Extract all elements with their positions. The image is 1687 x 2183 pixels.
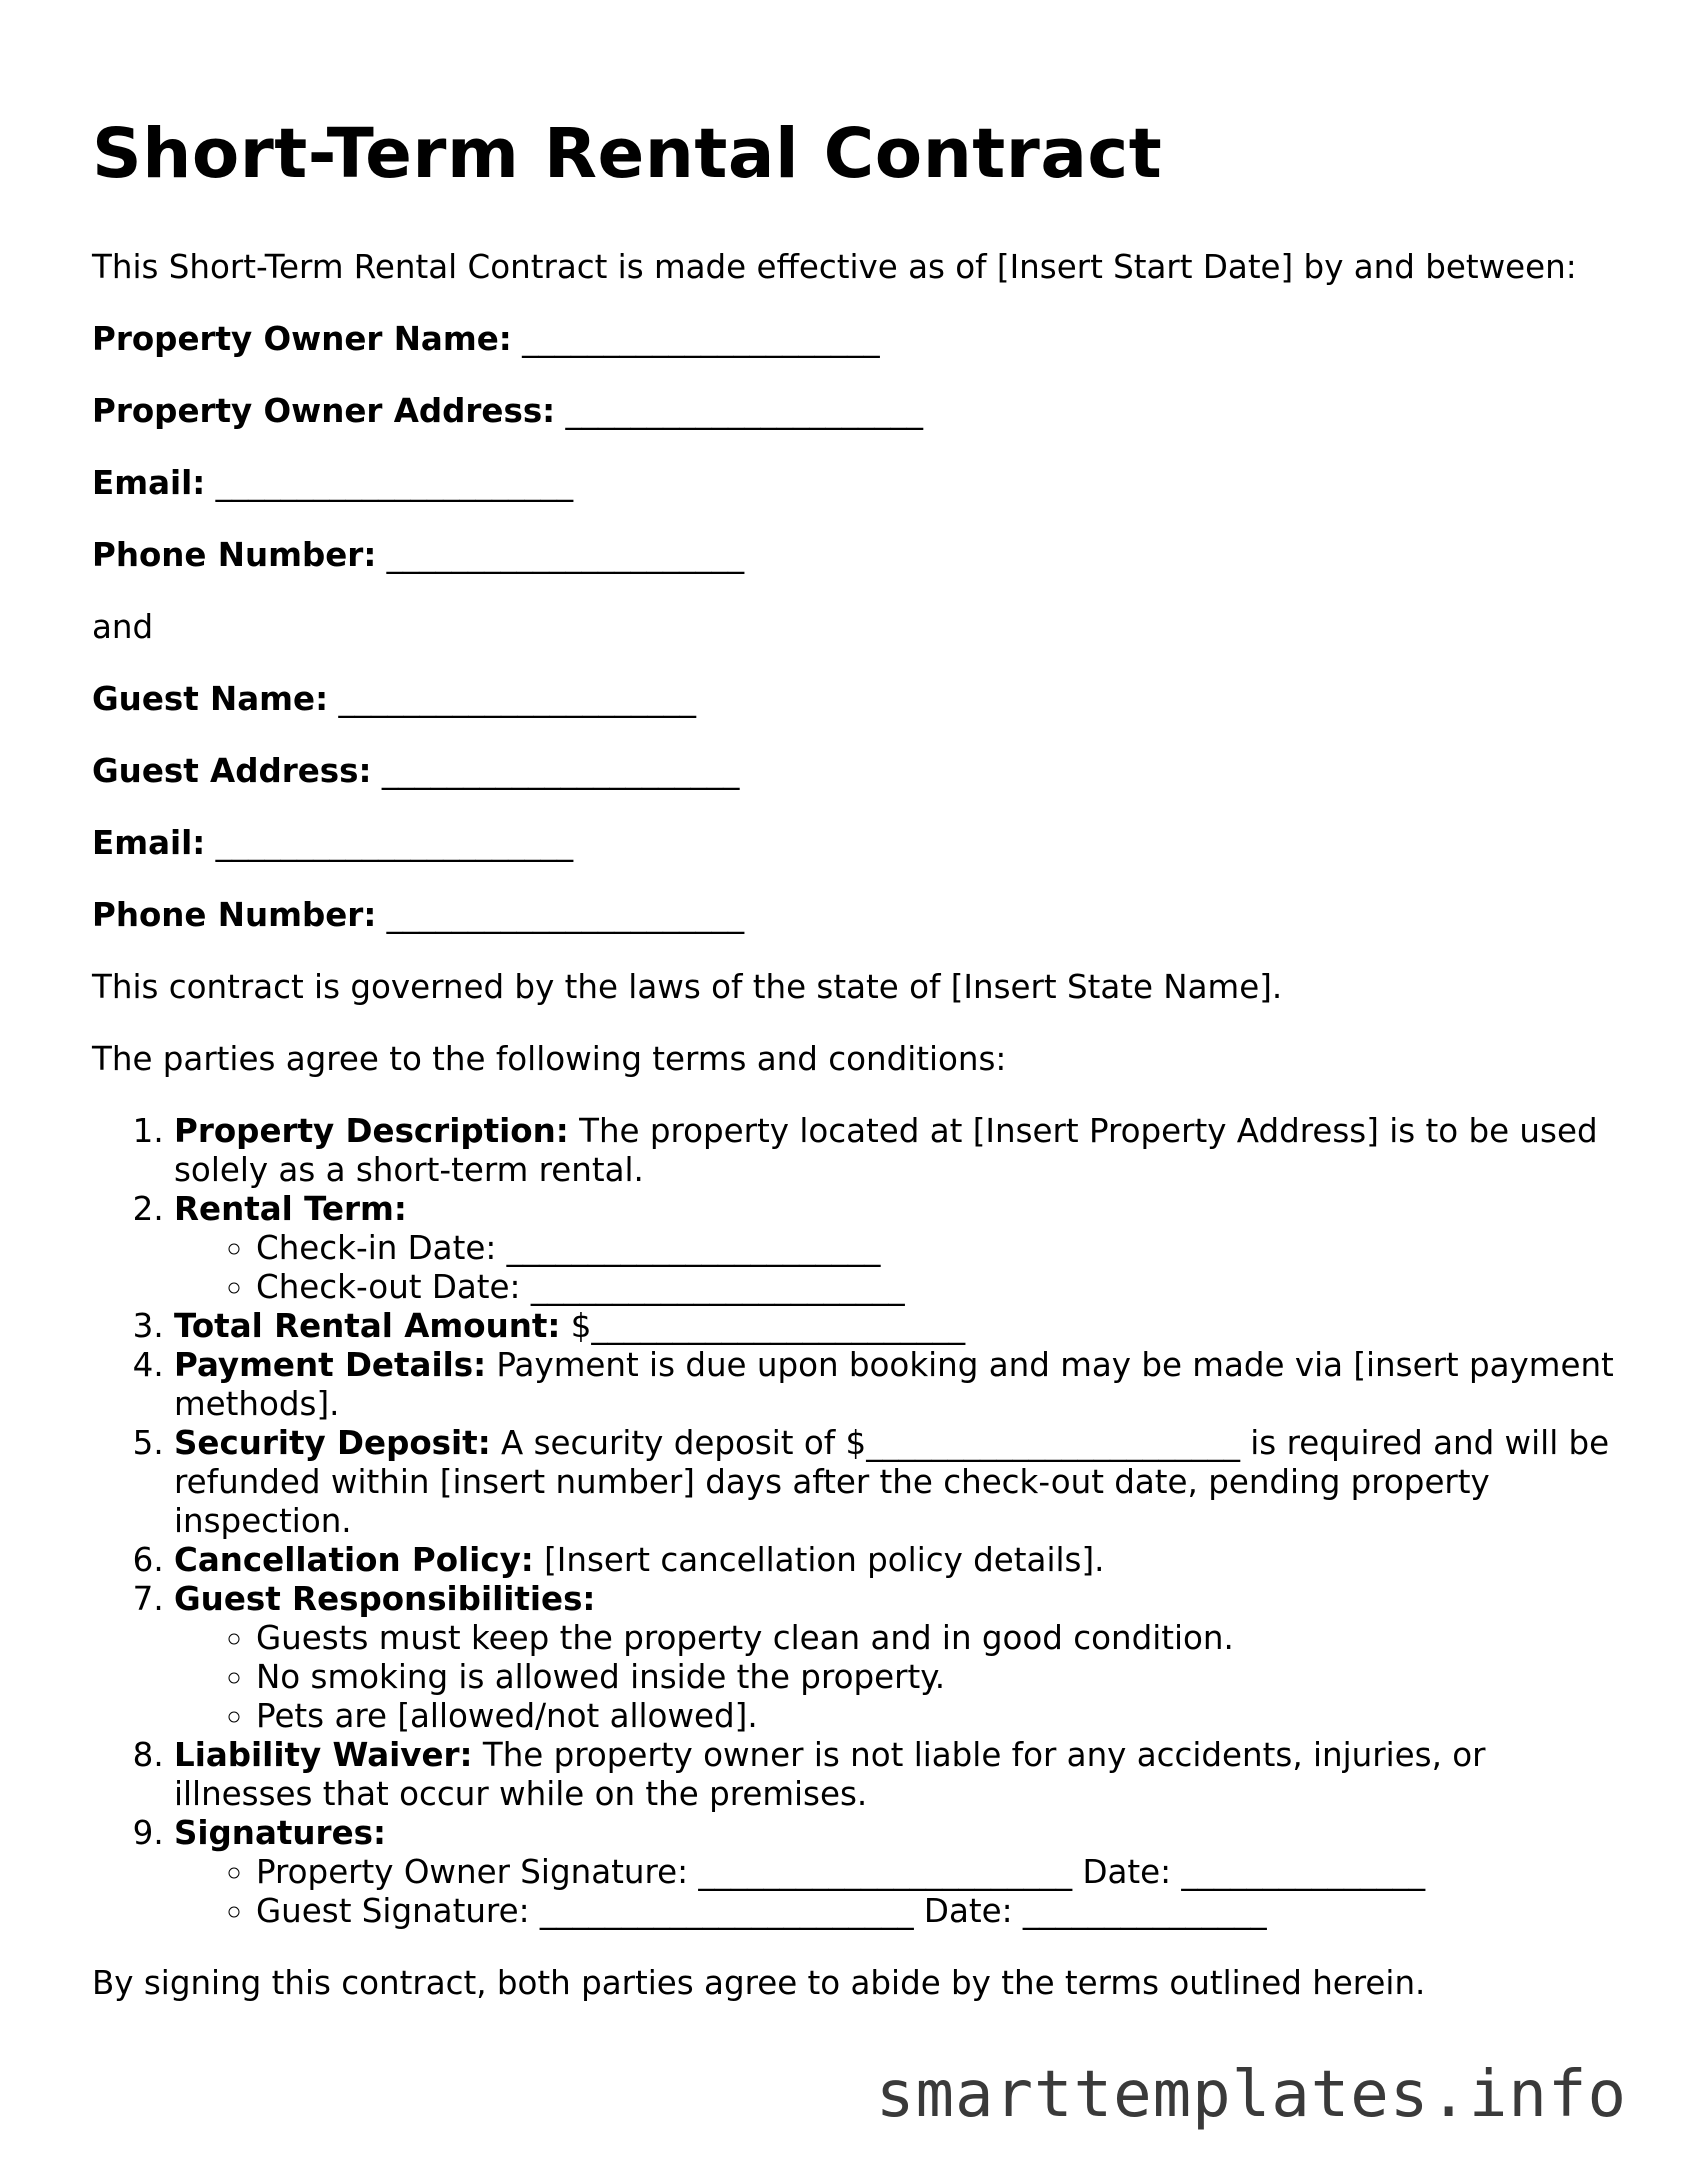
term-guest-responsibilities [174, 1580, 1622, 1736]
term-text: $_______________________ [570, 1307, 966, 1345]
term-payment-details [174, 1346, 1622, 1424]
term-label: Guest Responsibilities: [174, 1580, 596, 1618]
field-label: Email: [92, 464, 206, 502]
responsibility-item: ◦ Guests must keep the property clean and in good condition. [256, 1619, 1622, 1658]
guest-responsibilities-sublist [174, 1619, 1622, 1736]
field-label: Guest Name: [92, 680, 329, 718]
field-blank: ______________________ [215, 824, 574, 862]
rental-term-sublist [174, 1229, 1622, 1307]
guest-email-field [92, 824, 1622, 863]
term-label: Liability Waiver: [174, 1736, 473, 1774]
guest-name-field [92, 680, 1622, 719]
field-blank: ______________________ [381, 752, 740, 790]
responsibility-item: ◦ No smoking is allowed inside the property. [256, 1658, 1622, 1697]
term-liability-waiver [174, 1736, 1622, 1814]
field-label: Property Owner Address: [92, 392, 556, 430]
check-out-date-item: ◦ Check-out Date: _______________________ [256, 1268, 1622, 1307]
terms-intro-paragraph: The parties agree to the following terms and conditions: [92, 1040, 1007, 1078]
owner-signature-item: ◦ Property Owner Signature: _______________________ Date: _______________ [256, 1853, 1622, 1892]
term-text: A security deposit of $_______________________ is required and will be refunded within [insert number] days after the check-out date, pending property inspection. [174, 1424, 1610, 1540]
owner-address-field [92, 392, 1622, 431]
field-blank: ______________________ [215, 464, 574, 502]
term-label: Rental Term: [174, 1190, 407, 1228]
check-in-date-item: ◦ Check-in Date: _______________________ [256, 1229, 1622, 1268]
field-label: Phone Number: [92, 896, 377, 934]
term-label: Cancellation Policy: [174, 1541, 534, 1579]
and-text: and [92, 608, 154, 646]
term-label: Security Deposit: [174, 1424, 491, 1462]
term-label: Signatures: [174, 1814, 386, 1852]
owner-name-field [92, 320, 1622, 359]
field-blank: ______________________ [386, 896, 745, 934]
term-cancellation-policy [174, 1541, 1622, 1580]
term-rental-term [174, 1190, 1622, 1307]
guest-phone-field [92, 896, 1622, 935]
term-text: The property owner is not liable for any accidents, injuries, or illnesses that occur while on the premises. [174, 1736, 1486, 1813]
watermark-text: smarttemplates.info [875, 2058, 1627, 2132]
document-page [92, 112, 1622, 2003]
term-label: Total Rental Amount: [174, 1307, 561, 1345]
term-text: The property located at [Insert Property Address] is to be used solely as a short-term rental. [174, 1112, 1598, 1189]
intro-paragraph: This Short-Term Rental Contract is made effective as of [Insert Start Date] by and between: [92, 248, 1577, 286]
term-total-rental-amount [174, 1307, 1622, 1346]
term-text: [Insert cancellation policy details]. [544, 1541, 1105, 1579]
term-label: Payment Details: [174, 1346, 487, 1384]
term-signatures [174, 1814, 1622, 1931]
responsibility-item: ◦ Pets are [allowed/not allowed]. [256, 1697, 1622, 1736]
field-blank: ______________________ [565, 392, 924, 430]
terms-list [92, 1112, 1622, 1931]
governing-law-paragraph: This contract is governed by the laws of the state of [Insert State Name]. [92, 968, 1283, 1006]
owner-phone-field [92, 536, 1622, 575]
guest-signature-item: ◦ Guest Signature: _______________________ Date: _______________ [256, 1892, 1622, 1931]
term-label: Property Description: [174, 1112, 569, 1150]
owner-email-field [92, 464, 1622, 503]
field-label: Guest Address: [92, 752, 372, 790]
guest-address-field [92, 752, 1622, 791]
document-title: Short-Term Rental Contract [92, 114, 1163, 194]
closing-paragraph: By signing this contract, both parties agree to abide by the terms outlined herein. [92, 1964, 1426, 2002]
field-label: Phone Number: [92, 536, 377, 574]
term-property-description [174, 1112, 1622, 1190]
term-security-deposit [174, 1424, 1622, 1541]
signatures-sublist [174, 1853, 1622, 1931]
field-blank: ______________________ [386, 536, 745, 574]
field-blank: ______________________ [522, 320, 880, 358]
field-label: Property Owner Name: [92, 320, 512, 358]
field-label: Email: [92, 824, 206, 862]
field-blank: ______________________ [338, 680, 696, 718]
term-text: Payment is due upon booking and may be made via [insert payment methods]. [174, 1346, 1614, 1423]
